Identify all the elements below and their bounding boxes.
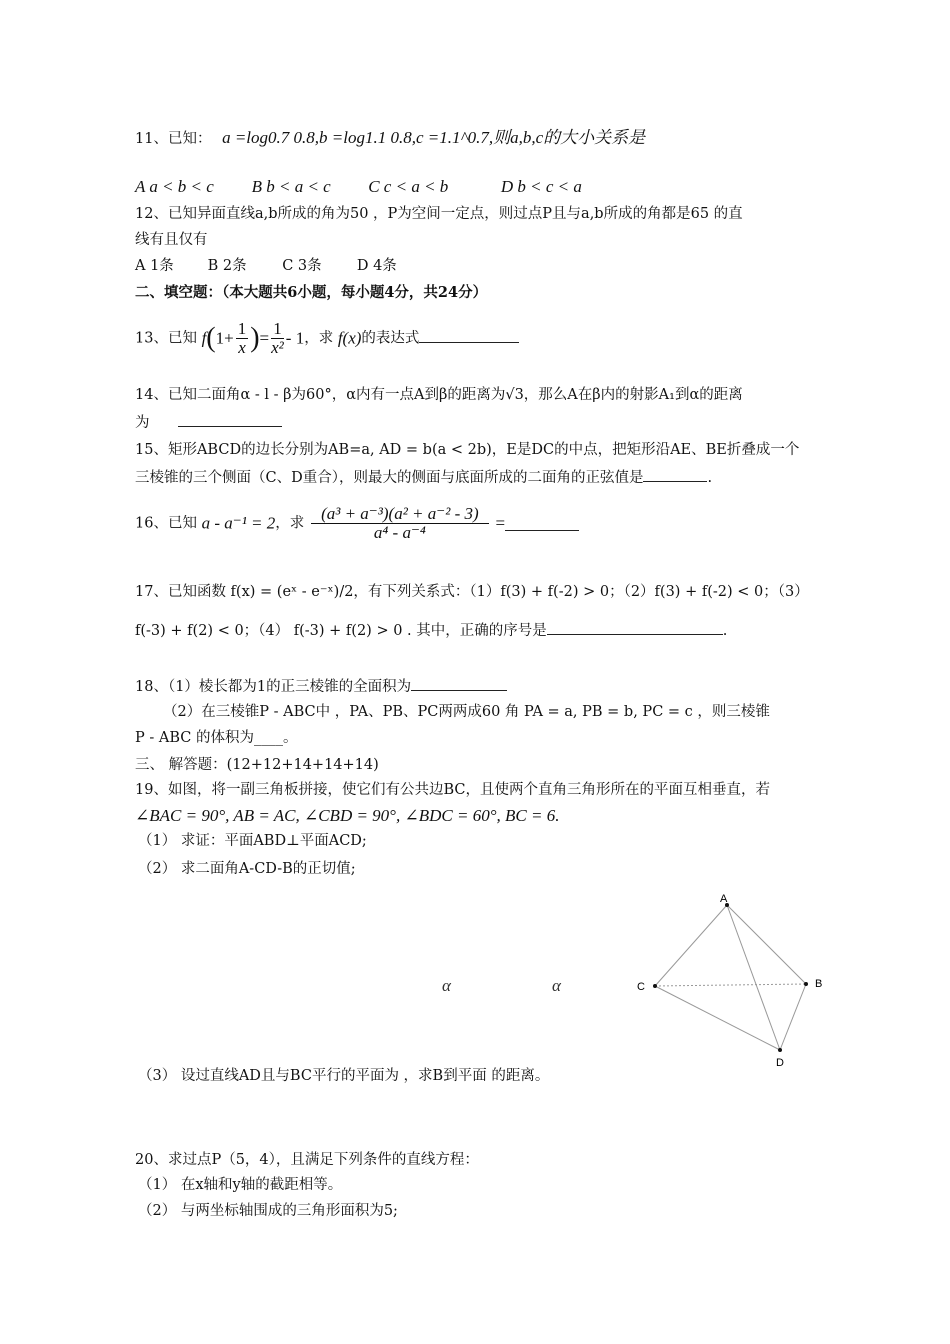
q11-option-d: D b < c < a <box>500 177 582 196</box>
q15-end: . <box>707 470 713 486</box>
q15-line2 <box>135 467 855 488</box>
q16-fraction <box>311 505 489 542</box>
q13-paren-open: ( <box>206 322 216 354</box>
q13-post: ，求 <box>304 330 334 347</box>
q13-fx: f(x) <box>337 328 362 348</box>
q13-line: 13、已知 f(1+ $\frac{1}{x}$ )= $\frac{1}{\text{x²}}$ - 1，求 f(x)的表达式 <box>135 320 855 366</box>
q16-condition: a - a⁻¹ = 2 <box>201 513 276 533</box>
q16-line: 16、已知 a - a⁻¹ = 2，求 $\frac{\text{(a³ + a⁻³)(a² + a⁻² - 3)}}{\text{a⁴ - a⁻⁴}}$ = <box>135 505 855 557</box>
q17-line1: 17、已知函数 f(x) = (eˣ - e⁻ˣ)/2，有下列关系式：（1）f(3) + f(-2) > 0；（2）f(3) + f(-2) < 0；（3） <box>135 584 809 600</box>
q14-line2 <box>135 412 855 433</box>
edge-cd <box>655 986 780 1050</box>
q12-option-b: B 2条 <box>207 258 247 274</box>
q20-part1: （1） 在x轴和y轴的截距相等。 <box>138 1177 343 1193</box>
q13-f-symbol: f <box>201 328 207 348</box>
edge-bd <box>780 984 806 1050</box>
q11-options <box>135 177 855 198</box>
q19-part3: （3） 设过直线AD且与BC平行的平面为 ，求B到平面 的距离。 <box>138 1068 550 1084</box>
edge-ac <box>655 905 727 986</box>
q13-frac-1x: $\frac{1}{x}$ <box>237 319 247 357</box>
q14-answer-blank[interactable] <box>178 412 282 427</box>
tetrahedron-figure <box>625 890 845 1070</box>
q13-frac-1x2: $\frac{1}{\text{x²}}$ <box>271 319 284 357</box>
q12-option-a: A 1条 <box>135 258 174 274</box>
q11-expression: a =log0.7 0.8,b =log1.1 0.8,c =1.1^0.7,则a,b,c的大小关系是 <box>222 128 646 147</box>
q16-answer-blank[interactable] <box>505 516 579 531</box>
q17-line2-text: f(-3) + f(2) < 0；（4） f(-3) + f(2) > 0 . 其中，正确的序号是 <box>135 623 547 639</box>
q17-line2 <box>135 620 855 641</box>
q15-answer-blank[interactable] <box>643 467 707 482</box>
q12-options <box>135 256 855 276</box>
q15-line2-text: 三棱锥的三个侧面（C、D重合），则最大的侧面与底面所成的二面角的正弦值是 <box>135 470 644 486</box>
q18-answer-blank-1[interactable] <box>411 676 507 691</box>
q19-line1: 19、如图，将一副三角板拼接，使它们有公共边BC，且使两个直角三角形所在的平面互相垂直，若 <box>135 782 770 798</box>
q19-alpha-symbol-2: α <box>552 976 561 995</box>
q17-answer-blank[interactable] <box>547 620 723 635</box>
q19-part1: （1） 求证：平面ABD⊥平面ACD; <box>138 833 367 849</box>
q13-paren-close: ) <box>250 322 260 354</box>
q14-line1: 14、已知二面角α - l - β为60°，α内有一点A到β的距离为√3，那么A在β内的射影A₁到α的距离 <box>135 387 743 403</box>
q12-line2: 线有且仅有 <box>135 232 208 248</box>
label-b: B <box>815 978 823 990</box>
q11-option-b: B b < a < c <box>251 177 331 196</box>
q14-line2-text: 为 <box>135 415 150 431</box>
q16-numerator: (a³ + a⁻³)(a² + a⁻² - 3) <box>311 505 489 524</box>
q18-line3: P - ABC 的体积为____。 <box>135 730 298 746</box>
q13-pre: 13、已知 <box>135 330 197 347</box>
q16-denominator: a⁴ - a⁻⁴ <box>373 523 426 542</box>
q19-conditions-text: ∠BAC = 90°, AB = AC, ∠CBD = 90°, ∠BDC = 60°, BC = 6. <box>135 806 560 825</box>
q18-line1 <box>135 676 855 697</box>
tetrahedron-svg <box>625 890 845 1070</box>
q17-end: . <box>722 623 728 639</box>
q11-label: 11、已知： <box>135 131 212 147</box>
point-d <box>778 1048 782 1052</box>
q19-conditions <box>135 806 855 827</box>
edge-cb-dashed <box>655 984 806 986</box>
point-c <box>653 984 657 988</box>
q12-option-c: C 3条 <box>282 258 322 274</box>
section-fill-in-heading: 二、填空题：（本大题共6小题，每小题4分，共24分） <box>135 284 488 301</box>
q20-line1: 20、求过点P（5，4），且满足下列条件的直线方程： <box>135 1152 479 1168</box>
q19-part2: （2） 求二面角A-CD-B的正切值; <box>138 861 356 877</box>
q15-line1: 15、矩形ABCD的边长分别为AB=a, AD = b(a < 2b)，E是DC的中点，把矩形沿AE、BE折叠成一个 <box>135 442 800 458</box>
q19-alpha-symbol-1: α <box>442 976 451 995</box>
label-c: C <box>637 981 645 993</box>
q11-option-c: C c < a < b <box>368 177 449 196</box>
q18-line2: （2）在三棱锥P - ABC中 ，PA、PB、PC两两成60 角 PA = a, PB = b, PC = c ，则三棱锥 <box>163 704 770 720</box>
q13-answer-blank[interactable] <box>419 328 519 343</box>
q13-post2: 的表达式 <box>361 330 420 347</box>
q18-line1-text: 18、（1）棱长都为1的正三棱锥的全面积为 <box>135 679 412 695</box>
q12-option-d: D 4条 <box>356 258 397 274</box>
edge-ad <box>727 905 780 1050</box>
point-b <box>804 982 808 986</box>
q11-option-a: A a < b < c <box>135 177 214 196</box>
label-a: A <box>720 893 728 905</box>
edge-ab <box>727 905 806 984</box>
label-d: D <box>776 1057 784 1069</box>
q16-mid: ，求 <box>275 515 305 532</box>
q16-pre: 16、已知 <box>135 515 197 532</box>
q20-part2: （2） 与两坐标轴围成的三角形面积为5; <box>138 1203 398 1219</box>
section-solve-heading: 三、 解答题：(12+12+14+14+14) <box>135 757 379 773</box>
q11-line <box>135 128 855 149</box>
q12-line1: 12、已知异面直线a,b所成的角为50 ，P为空间一定点，则过点P且与a,b所成的角都是65 的直 <box>135 206 743 222</box>
